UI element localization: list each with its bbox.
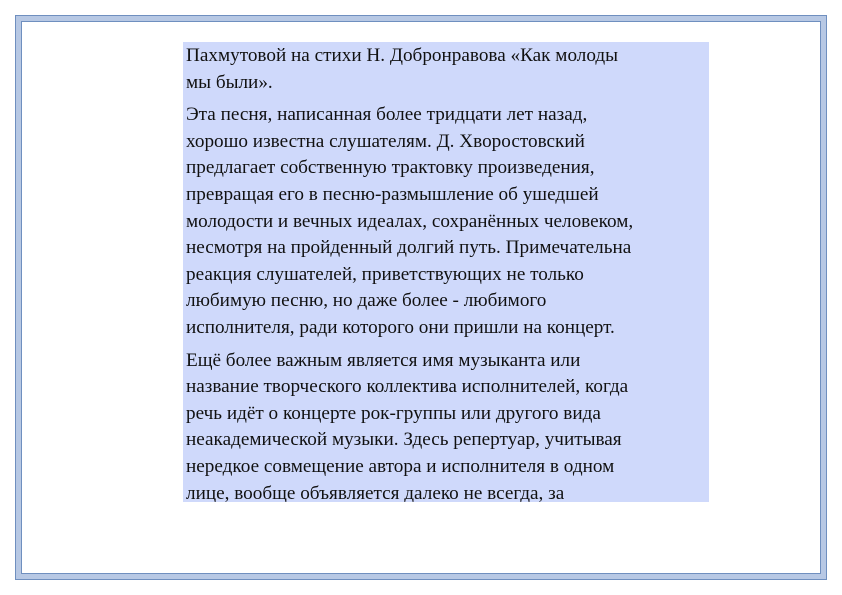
text-line: реакция слушателей, приветствующих не только	[186, 263, 584, 285]
text-line: название творческого коллектива исполнителей, когда	[186, 376, 629, 398]
text-line: несмотря на пройденный долгий путь. Примечательна	[186, 237, 632, 259]
text-line: Ещё более важным является имя музыканта или	[186, 349, 581, 371]
paragraph-musician	[186, 348, 705, 502]
text-line: хорошо известна слушателям. Д. Хворостовский	[186, 130, 585, 152]
text-box[interactable]	[183, 42, 709, 502]
text-line: лице, вообще объявляется далеко не всегда, за	[186, 482, 565, 502]
text-line: нередкое совмещение автора и исполнителя в одном	[186, 455, 615, 477]
text-line: превращая его в песню-размышление об ушедшей	[186, 183, 599, 205]
text-line: любимую песню, но даже более - любимого	[186, 290, 547, 312]
text-line: мы были».	[186, 71, 273, 93]
text-line: неакадемической музыки. Здесь репертуар, учитывая	[186, 429, 622, 451]
text-line: Пахмутовой на стихи Н. Добронравова «Как молоды	[186, 45, 619, 66]
text-line: речь идёт о концерте рок-группы или другого вида	[186, 402, 601, 424]
text-line: исполнителя, ради которого они пришли на концерт.	[186, 316, 615, 338]
paragraph-intro	[186, 43, 705, 96]
text-line: предлагает собственную трактовку произведения,	[186, 157, 595, 179]
text-line: Эта песня, написанная более тридцати лет назад,	[186, 104, 588, 126]
paragraph-song	[186, 102, 705, 341]
text-line: молодости и вечных идеалах, сохранённых человеком,	[186, 210, 634, 232]
